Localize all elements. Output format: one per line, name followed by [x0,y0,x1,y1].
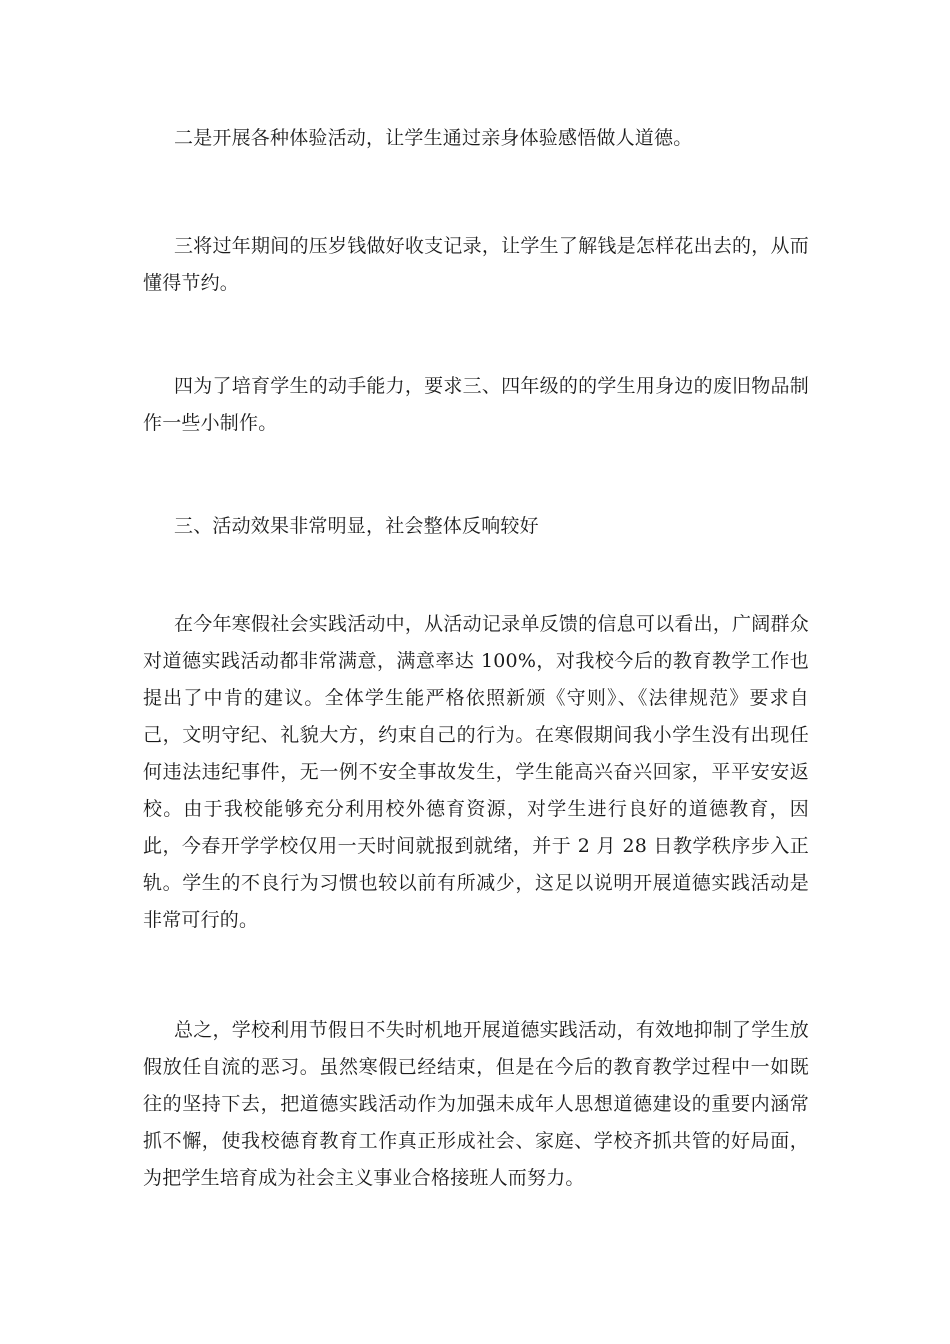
paragraph-results-detail: 在今年寒假社会实践活动中，从活动记录单反馈的信息可以看出，广阔群众对道德实践活动都非常满意，满意率达 100%，对我校今后的教育教学工作也提出了中肯的建议。全体学生能严格依照新颁《守则》、《法律规范》要求自己，文明守纪、礼貌大方，约束自己的行为。在寒假期间我小学生没有出现任何违法违纪事件，无一例不安全事故发生，学生能高兴奋兴回家，平平安安返校。由于我校能够充分利用校外德育资源，对学生进行良好的道德教育，因此，今春开学学校仅用一天时间就报到就绪，并于 2 月 28 日教学秩序步入正轨。学生的不良行为习惯也较以前有所减少，这足以说明开展道德实践活动是非常可行的。 [143,613,809,931]
paragraph-experience-activities: 二是开展各种体验活动，让学生通过亲身体验感悟做人道德。 [174,127,693,149]
section-heading-activity-results: 三、活动效果非常明显，社会整体反响较好 [174,515,539,537]
paragraph-lucky-money-records: 三将过年期间的压岁钱做好收支记录，让学生了解钱是怎样花出去的，从而懂得节约。 [143,235,809,294]
paragraph-handcraft-activity: 四为了培育学生的动手能力，要求三、四年级的的学生用身边的废旧物品制作一些小制作。 [143,375,809,434]
paragraph-conclusion: 总之，学校利用节假日不失时机地开展道德实践活动，有效地抑制了学生放假放任自流的恶习。虽然寒假已经结束，但是在今后的教育教学过程中一如既往的坚持下去，把道德实践活动作为加强未成年人思想道德建设的重要内涵常抓不懈，使我校德育教育工作真正形成社会、家庭、学校齐抓共管的好局面，为把学生培育成为社会主义事业合格接班人而努力。 [143,1019,809,1189]
